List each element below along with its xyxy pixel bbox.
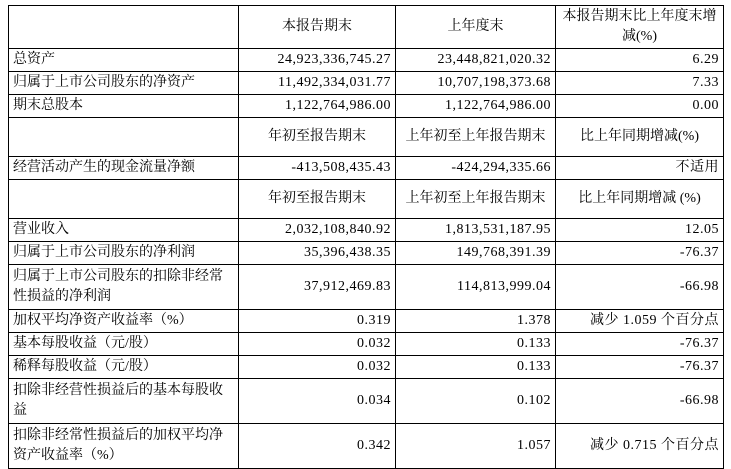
change-value: 不适用 — [556, 157, 724, 180]
current-value: 11,492,334,031.77 — [239, 72, 396, 95]
current-value: 0.032 — [239, 333, 396, 356]
header-prior-year-end: 上年度末 — [396, 6, 556, 49]
change-value: 12.05 — [556, 219, 724, 242]
change-value: 0.00 — [556, 95, 724, 118]
current-value: 0.034 — [239, 379, 396, 424]
change-value: 减少 0.715 个百分点 — [556, 424, 724, 469]
subheader-ytd: 年初至报告期末 — [239, 118, 396, 157]
prior-value: 0.133 — [396, 356, 556, 379]
row-label: 归属于上市公司股东的净利润 — [9, 242, 239, 265]
table-row-total-shares — [9, 95, 724, 118]
subheader-yoy-change: 比上年同期增减(%) — [556, 118, 724, 157]
row-label: 期末总股本 — [9, 95, 239, 118]
row-label: 基本每股收益（元/股） — [9, 333, 239, 356]
change-value: -76.37 — [556, 242, 724, 265]
table-row-basic-eps — [9, 333, 724, 356]
row-label: 归属于上市公司股东的扣除非经常性损益的净利润 — [9, 265, 239, 310]
current-value: -413,508,435.43 — [239, 157, 396, 180]
prior-value: 0.133 — [396, 333, 556, 356]
prior-value: -424,294,335.66 — [396, 157, 556, 180]
prior-value: 10,707,198,373.68 — [396, 72, 556, 95]
change-value: 7.33 — [556, 72, 724, 95]
table-row-basic-eps-excl-nonrecurring — [9, 379, 724, 424]
prior-value: 149,768,391.39 — [396, 242, 556, 265]
prior-value: 1,122,764,986.00 — [396, 95, 556, 118]
prior-value: 0.102 — [396, 379, 556, 424]
subheader-prior-ytd: 上年初至上年报告期末 — [396, 180, 556, 219]
current-value: 24,923,336,745.27 — [239, 49, 396, 72]
table-row-net-profit-excl-nonrecurring — [9, 265, 724, 310]
subheader-yoy-change: 比上年同期增减 (%) — [556, 180, 724, 219]
change-value: 6.29 — [556, 49, 724, 72]
current-value: 0.342 — [239, 424, 396, 469]
header-blank — [9, 6, 239, 49]
current-value: 0.319 — [239, 310, 396, 333]
table-row-total-assets — [9, 49, 724, 72]
row-label — [9, 118, 239, 157]
table-row-operating-cashflow — [9, 157, 724, 180]
prior-value: 114,813,999.04 — [396, 265, 556, 310]
subheader-ytd: 年初至报告期末 — [239, 180, 396, 219]
table-row-net-assets — [9, 72, 724, 95]
change-value: 减少 1.059 个百分点 — [556, 310, 724, 333]
prior-value: 23,448,821,020.32 — [396, 49, 556, 72]
subheader-prior-ytd: 上年初至上年报告期末 — [396, 118, 556, 157]
table-row-roe-excl-nonrecurring — [9, 424, 724, 469]
table-row-net-profit — [9, 242, 724, 265]
row-label: 归属于上市公司股东的净资产 — [9, 72, 239, 95]
row-label: 加权平均净资产收益率（%） — [9, 310, 239, 333]
header-current-period-end: 本报告期末 — [239, 6, 396, 49]
current-value: 1,122,764,986.00 — [239, 95, 396, 118]
table-subheader-row-period-2 — [9, 180, 724, 219]
table-subheader-row-period — [9, 118, 724, 157]
row-label: 扣除非经常性损益后的加权平均净资产收益率（%） — [9, 424, 239, 469]
row-label — [9, 180, 239, 219]
change-value: -66.98 — [556, 379, 724, 424]
prior-value: 1.378 — [396, 310, 556, 333]
current-value: 0.032 — [239, 356, 396, 379]
row-label: 稀释每股收益（元/股） — [9, 356, 239, 379]
change-value: -66.98 — [556, 265, 724, 310]
row-label: 营业收入 — [9, 219, 239, 242]
table-row-diluted-eps — [9, 356, 724, 379]
row-label: 总资产 — [9, 49, 239, 72]
current-value: 35,396,438.35 — [239, 242, 396, 265]
table-row-operating-revenue — [9, 219, 724, 242]
change-value: -76.37 — [556, 333, 724, 356]
prior-value: 1.057 — [396, 424, 556, 469]
change-value: -76.37 — [556, 356, 724, 379]
financial-summary-table — [8, 5, 724, 469]
prior-value: 1,813,531,187.95 — [396, 219, 556, 242]
current-value: 37,912,469.83 — [239, 265, 396, 310]
table-row-weighted-avg-roe — [9, 310, 724, 333]
current-value: 2,032,108,840.92 — [239, 219, 396, 242]
row-label: 经营活动产生的现金流量净额 — [9, 157, 239, 180]
header-change-vs-prior-year-end: 本报告期末比上年度末增减(%) — [556, 6, 724, 49]
row-label: 扣除非经营性损益后的基本每股收益 — [9, 379, 239, 424]
table-header-row — [9, 6, 724, 49]
